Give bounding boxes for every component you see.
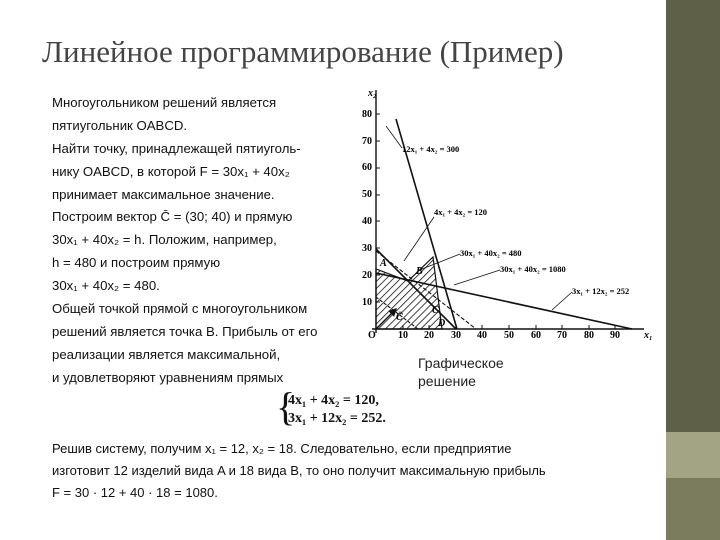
text-line: принимает максимальное значение.: [52, 186, 275, 202]
y-tick-label: 80: [362, 109, 372, 120]
solution-graph: [352, 86, 662, 348]
system-equation-1: 4x₁ + 4x₂ = 120,: [288, 393, 379, 408]
conclusion-line: Решив систему, получим x₁ = 12, x₂ = 18. Следовательно, если предприятие: [52, 441, 512, 456]
x-axis-label: x₁: [644, 330, 653, 341]
y-tick-label: 50: [362, 189, 372, 200]
y-tick-label: 10: [362, 297, 372, 308]
line-label-30x1-40x2-1080: 30x₁ + 40x₂ = 1080: [500, 264, 566, 274]
system-equation-2: 3x₁ + 12x₂ = 252.: [288, 411, 386, 426]
y-tick-labels: [362, 109, 372, 308]
sidebar-band-light: [666, 432, 720, 478]
graph-caption-line: решение: [418, 373, 476, 389]
text-line: Многоугольником решений является: [52, 95, 277, 110]
x-tick-label: 70: [557, 330, 567, 341]
text-line: Найти точку, принадлежащей пятиуголь-: [52, 140, 301, 156]
explanation-text: [52, 92, 352, 390]
y-tick-label: 30: [362, 243, 372, 254]
decorative-sidebar: [666, 0, 720, 540]
y-tick-label: 40: [362, 216, 372, 227]
text-line: пятиугольник OABCD.: [52, 117, 188, 133]
x-tick-label: 40: [477, 330, 487, 341]
text-line: нику OABCD, в которой F = 30x₁ + 40x₂: [52, 163, 290, 179]
text-line: и удовлетворяют уравнениям прямых: [52, 369, 284, 385]
point-label-a: A: [380, 258, 387, 269]
system-brace: {: [276, 384, 296, 429]
text-line: Построим вектор C̄ = (30; 40) и прямую: [52, 209, 293, 225]
leader-l4: [454, 270, 500, 285]
leader-l2: [404, 217, 434, 261]
x-tick-label: 60: [531, 330, 541, 341]
text-line: 30x₁ + 40x₂ = h. Положим, например,: [52, 232, 277, 248]
line-label-3x1-12x2-252: 3x₁ + 12x₂ = 252: [572, 286, 630, 296]
conclusion-line: F = 30 · 12 + 40 · 18 = 1080.: [52, 485, 218, 500]
point-label-b: B: [416, 266, 423, 277]
x-tick-label: 30: [451, 330, 461, 341]
line-label-4x1-4x2-120: 4x₁ + 4x₂ = 120: [434, 207, 488, 217]
line-label-30x1-40x2-480: 30x₁ + 40x₂ = 480: [460, 248, 522, 258]
x-tick-label: 10: [398, 330, 408, 341]
y-tick-label: 60: [362, 162, 372, 173]
slide-title: Линейное программирование (Пример): [42, 34, 564, 69]
x-tick-label: 90: [610, 330, 620, 341]
text-line: 30x₁ + 40x₂ = 480.: [52, 278, 160, 294]
conclusion-line: изготовит 12 изделий вида A и 18 вида B, то оно получит максимальную прибыль: [52, 463, 546, 478]
vector-label-c: C̄: [396, 312, 403, 323]
y-tick-label: 70: [362, 136, 372, 147]
x-tick-label: 80: [584, 330, 594, 341]
x-tick-labels: [398, 330, 620, 341]
x-tick-label: 20: [424, 330, 434, 341]
point-label-c: C: [432, 305, 439, 316]
graph-caption: [418, 354, 504, 390]
y-tick-label: 20: [362, 270, 372, 281]
point-label-d: D: [438, 318, 446, 329]
leader-l5: [552, 292, 572, 310]
text-line: Общей точкой прямой с многоугольником: [52, 301, 308, 317]
text-line: реализации является максимальной,: [52, 346, 281, 362]
x-tick-label: 50: [504, 330, 514, 341]
line-label-12x1-4x2-300: 12x₁ + 4x₂ = 300: [402, 144, 460, 154]
y-axis-label: x₂: [368, 88, 377, 99]
graph-caption-line: Графическое: [418, 355, 504, 371]
origin-label: O: [368, 330, 376, 341]
text-line: решений является точка B. Прибыль от его: [52, 323, 318, 339]
conclusion-text: [52, 438, 652, 504]
text-line: h = 480 и построим прямую: [52, 255, 221, 271]
sidebar-band-dark: [666, 478, 720, 540]
